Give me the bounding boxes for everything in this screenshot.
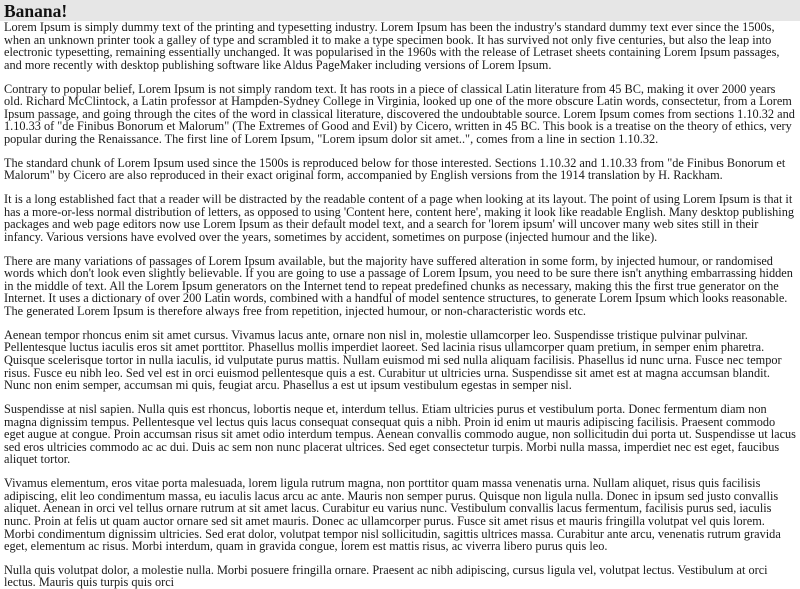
paragraph-6: Aenean tempor rhoncus enim sit amet cursus. Vivamus lacus ante, ornare non nisl in, molestie ullamcorper leo. Suspendisse tristique pulvinar pulvinar. Pellentesque luctus iaculis eros sit amet porttitor. Phasellus mollis imperdiet laoreet. Sed lacinia risus ullamcorper quam pretium, in semper enim pharetra. Quisque scelerisque tortor in nulla iaculis, id vulputate purus mattis. Nullam euismod mi sed nulla aliquam facilisis. Phasellus id nunc urna. Fusce nec tempor risus. Fusce eu nibh leo. Sed vel est in orci euismod pellentesque quis a est. Curabitur ut ultricies urna. Suspendisse sit amet est at magna accumsan blandit. Nunc non enim semper, accumsan mi quis, feugiat arcu. Phasellus a est ut ipsum vestibulum egestas in semper nisl. [4, 327, 782, 393]
title-bar [0, 0, 800, 21]
page-title: Banana! [4, 1, 68, 21]
paragraph-7: Suspendisse at nisl sapien. Nulla quis est rhoncus, lobortis neque et, interdum tellus. Etiam ultricies purus et vestibulum porta. Donec fermentum diam non magna dignissim tempus. Pellentesque vel lectus quis lacus consequat consequat quis a nibh. Proin id enim ut mauris adipiscing facilisis. Praesent commodo eget augue at congue. Proin accumsan risus sit amet odio interdum tempus. Aenean convallis commodo augue, non sollicitudin dui porta ut. Suspendisse ut lacus sed eros ultricies commodo ac ac dui. Duis ac sem non nunc placerat ultrices. Sed eget consectetur turpis. Morbi nulla massa, imperdiet nec est eget, faucibus aliquet tortor. [4, 401, 796, 467]
paragraph-1: Lorem Ipsum is simply dummy text of the printing and typesetting industry. Lorem Ipsum has been the industry's standard dummy text ever since the 1500s, when an unknown printer took a galley of type and scrambled it to make a type specimen book. It has survived not only five centuries, but also the leap into electronic typesetting, remaining essentially unchanged. It was popularised in the 1960s with the release of Letraset sheets containing Lorem Ipsum passages, and more recently with desktop publishing software like Aldus PageMaker including versions of Lorem Ipsum. [4, 20, 780, 72]
paragraph-9: Nulla quis volutpat dolor, a molestie nulla. Morbi posuere fringilla ornare. Praesent ac nibh adipiscing, cursus ligula vel, volutpat lectus. Vestibulum at orci lectus. Mauris quis turpis quis orci [4, 562, 768, 589]
paragraph-4: It is a long established fact that a reader will be distracted by the readable content of a page when looking at its layout. The point of using Lorem Ipsum is that it has a more-or-less normal distribution of letters, as opposed to using 'Content here, content here', making it look like readable English. Many desktop publishing packages and web page editors now use Lorem Ipsum as their default model text, and a search for 'lorem ipsum' will uncover many web sites still in their infancy. Various versions have evolved over the years, sometimes by accident, sometimes on purpose (injected humour and the like). [4, 192, 795, 244]
article-body [0, 21, 800, 589]
paragraph-5: There are many variations of passages of Lorem Ipsum available, but the majority have suffered alteration in some form, by injected humour, or randomised words which don't look even slightly believable. If you are going to use a passage of Lorem Ipsum, you need to be sure there isn't anything embarrassing hidden in the middle of text. All the Lorem Ipsum generators on the Internet tend to repeat predefined chunks as necessary, making this the first true generator on the Internet. It uses a dictionary of over 200 Latin words, combined with a handful of model sentence structures, to generate Lorem Ipsum which looks reasonable. The generated Lorem Ipsum is therefore always free from repetition, injected humour, or non-characteristic words etc. [4, 253, 793, 319]
paragraph-8: Vivamus elementum, eros vitae porta malesuada, lorem ligula rutrum magna, non porttitor quam massa venenatis urna. Nullam aliquet, risus quis facilisis adipiscing, elit leo condimentum massa, eu iaculis lacus arcu ac ante. Mauris non semper purus. Quisque non ligula nulla. Donec in ipsum sed justo convallis aliquet. Aenean in orci vel tellus ornare rutrum at sit amet lacus. Curabitur eu varius nunc. Vestibulum convallis lacus fermentum, facilisis purus sed, iaculis nunc. Proin at felis ut quam auctor ornare sed sit amet mauris. Donec ac ullamcorper purus. Fusce sit amet risus et mauris fringilla volutpat vel quis lorem. Morbi condimentum dignissim ultricies. Sed erat dolor, volutpat tempor nisl sollicitudin, sagittis ultrices massa. Curabitur ante arcu, venenatis rutrum gravida eget, elementum ac risus. Morbi interdum, quam in gravida congue, lorem est mattis risus, ac viverra libero purus quis leo. [4, 476, 781, 554]
paragraph-2: Contrary to popular belief, Lorem Ipsum is not simply random text. It has roots in a piece of classical Latin literature from 45 BC, making it over 2000 years old. Richard McClintock, a Latin professor at Hampden-Sydney College in Virginia, looked up one of the more obscure Latin words, consectetur, from a Lorem Ipsum passage, and going through the cites of the word in classical literature, discovered the undoubtable source. Lorem Ipsum comes from sections 1.10.32 and 1.10.33 of "de Finibus Bonorum et Malorum" (The Extremes of Good and Evil) by Cicero, written in 45 BC. This book is a treatise on the theory of ethics, very popular during the Renaissance. The first line of Lorem Ipsum, "Lorem ipsum dolor sit amet..", comes from a line in section 1.10.32. [4, 81, 795, 146]
paragraph-3: The standard chunk of Lorem Ipsum used since the 1500s is reproduced below for those interested. Sections 1.10.32 and 1.10.33 from "de Finibus Bonorum et Malorum" by Cicero are also reproduced in their exact original form, accompanied by English versions from the 1914 translation by H. Rackham. [4, 155, 786, 183]
